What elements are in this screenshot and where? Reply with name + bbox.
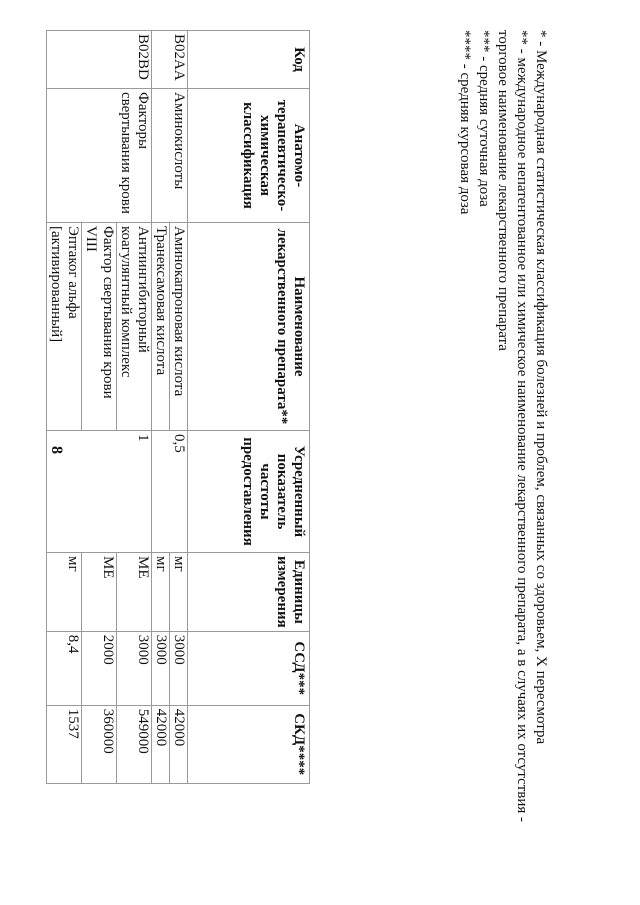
drug-ssd: 3000	[117, 631, 152, 705]
group-code: B02AA	[152, 31, 188, 89]
footnote: **** - средняя курсовая доза	[457, 30, 473, 215]
header-drug-name: Наименование лекарственного препарата**	[188, 223, 310, 431]
drug-skd: 360000	[82, 705, 117, 783]
drug-name: Антиингибиторный коагулянтный комплекс	[117, 223, 152, 431]
page-number: 8	[48, 446, 65, 454]
drug-skd: 42000	[170, 705, 188, 783]
group-code: B02BD	[47, 31, 152, 89]
drug-unit: мг	[47, 553, 82, 632]
header-ssd: ССД***	[188, 631, 310, 705]
drug-name: Аминокапроновая кислота	[170, 223, 188, 431]
drug-skd: 42000	[152, 705, 170, 783]
group-frequency: 0,5	[152, 431, 188, 553]
header-skd: СКД****	[188, 705, 310, 783]
drug-skd: 549000	[117, 705, 152, 783]
footnote: ** - международное непатентованное или химическое наименование лекарственного препарата, а в случаях их отсутствия - торговое наименование лекарственного препарата	[495, 30, 530, 823]
table-row	[170, 31, 188, 784]
drug-unit: мг	[170, 553, 188, 632]
header-frequency: Усредненный показатель частоты предоставления	[188, 431, 310, 553]
group-atc: Факторы свертывания крови	[47, 89, 152, 223]
drug-unit: МЕ	[117, 553, 152, 632]
footnote: *** - средняя суточная доза	[476, 30, 492, 207]
group-frequency: 1	[47, 431, 152, 553]
footnote: * - Международная статистическая классификация болезней и проблем, связанных со здоровьем, X пересмотра	[533, 30, 549, 745]
drug-ssd: 8,4	[47, 631, 82, 705]
header-unit: Единицы измерения	[188, 553, 310, 632]
table-header-row	[188, 31, 310, 784]
drug-ssd: 3000	[152, 631, 170, 705]
group-atc: Аминокислоты	[152, 89, 188, 223]
drug-ssd: 2000	[82, 631, 117, 705]
drug-name: Транексамовая кислота	[152, 223, 170, 431]
drug-unit: мг	[152, 553, 170, 632]
drug-table	[46, 30, 310, 784]
drug-unit: МЕ	[82, 553, 117, 632]
header-atc: Анатомо-терапевтическо-химическая классификация	[188, 89, 310, 223]
footnotes	[455, 30, 550, 830]
drug-ssd: 3000	[170, 631, 188, 705]
drug-name: Фактор свертывания крови VIII	[82, 223, 117, 431]
table-row	[117, 31, 152, 784]
drug-skd: 1537	[47, 705, 82, 783]
drug-name: Эптаког альфа [активированный]	[47, 223, 82, 431]
header-code: Код	[188, 31, 310, 89]
